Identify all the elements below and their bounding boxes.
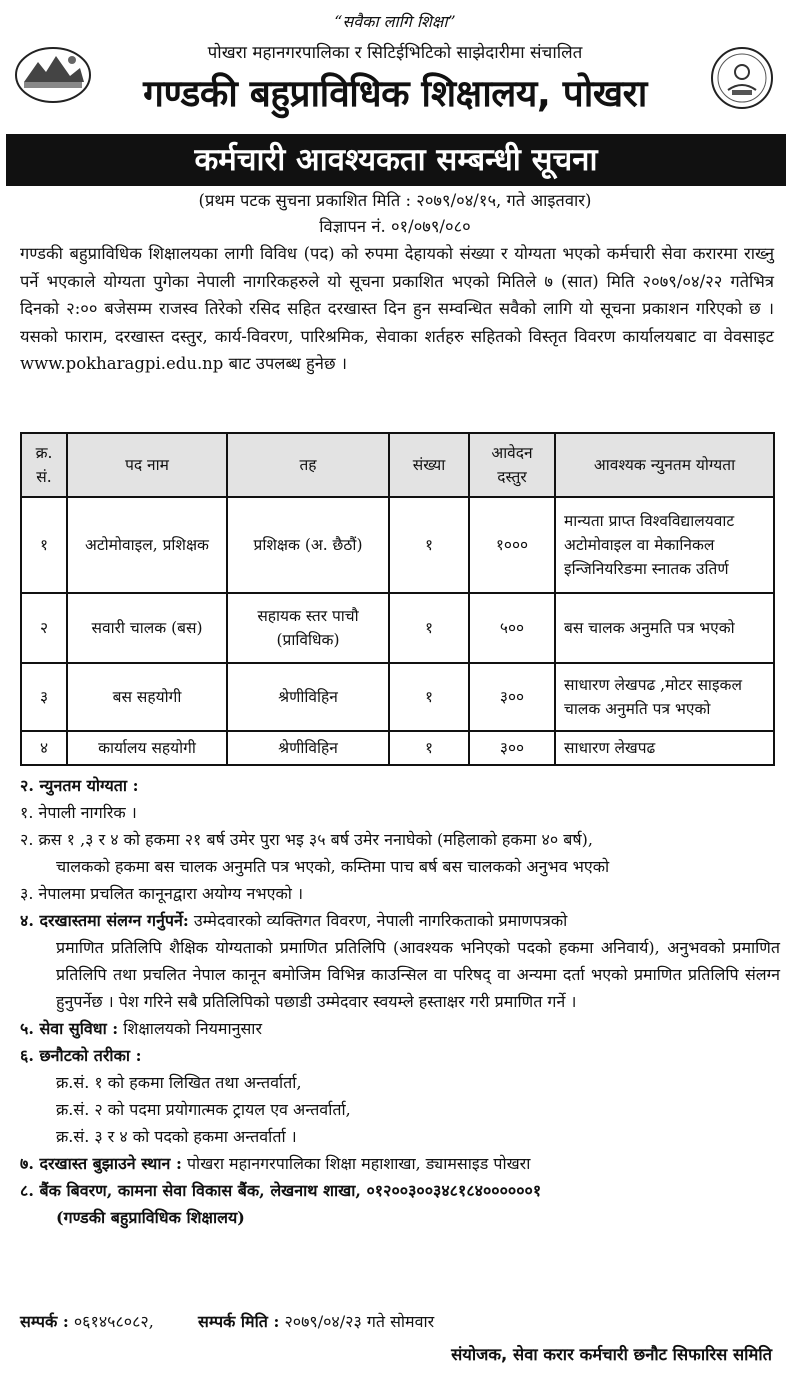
col-header-sn: क्र. सं.	[21, 433, 67, 497]
cell-post: बस सहयोगी	[67, 663, 227, 731]
section-documents	[20, 907, 780, 934]
cell-sn: २	[21, 593, 67, 663]
committee-signature: संयोजक, सेवा करार कर्मचारी छनौट सिफारिस समिति	[451, 1345, 772, 1364]
section-text: उम्मेदवारको व्यक्तिगत विवरण, नेपाली नागरिकताको प्रमाणपत्रको	[188, 911, 568, 930]
col-header-level: तह	[227, 433, 389, 497]
contact-date-label: सम्पर्क मिति :	[198, 1312, 280, 1331]
section-heading-submission-place: ७. दरखास्त बुझाउने स्थान :	[20, 1154, 182, 1173]
contact-date: २०७९/०४/२३ गते सोमवार	[279, 1312, 435, 1331]
cell-qualification: साधारण लेखपढ	[555, 731, 774, 765]
cell-qualification: मान्यता प्राप्त विश्वविद्यालयवाट अटोमोवाइल वा मेकानिकल इन्जिनियरिङमा स्नातक उतिर्ण	[555, 497, 774, 593]
cell-post: कार्यालय सहयोगी	[67, 731, 227, 765]
section-heading-facilities: ५. सेवा सुविधा :	[20, 1019, 119, 1038]
list-item: क्र.सं. २ को पदमा प्रयोगात्मक ट्रायल एव अन्तर्वार्ता,	[56, 1100, 351, 1119]
list-item: क्र.सं. १ को हकमा लिखित तथा अन्तर्वार्ता,	[56, 1073, 302, 1092]
list-item: क्र.सं. ३ र ४ को पदको हकमा अन्तर्वार्ता ।	[56, 1127, 297, 1146]
contact-line	[20, 1310, 434, 1332]
cell-post: अटोमोवाइल, प्रशिक्षक	[67, 497, 227, 593]
cell-sn: ३	[21, 663, 67, 731]
bank-details: ८. बैंक बिवरण, कामना सेवा विकास बैंक, लेखनाथ शाखा, ०१२००३००३४८१८४००००००१	[20, 1181, 542, 1200]
notice-page	[2, 2, 788, 1376]
section-heading-documents: ४. दरखास्तमा संलग्न गर्नुपर्ने:	[20, 911, 189, 930]
cell-level: प्रशिक्षक (अ. छैठौं)	[227, 497, 389, 593]
table-header-row	[21, 433, 774, 497]
table-row	[21, 497, 774, 593]
cell-level: श्रेणीविहिन	[227, 731, 389, 765]
institution-title: गण्डकी बहुप्राविधिक शिक्षालय, पोखरा	[143, 72, 647, 115]
cell-count: १	[389, 731, 469, 765]
section-heading-min-qualification: २. न्युनतम योग्यता :	[20, 776, 139, 795]
partnership-line: पोखरा महानगरपालिका र सिटिईभिटिको साझेदारीमा संचालित	[207, 43, 583, 63]
cell-sn: १	[21, 497, 67, 593]
publish-date: (प्रथम पटक सुचना प्रकाशित मिति : २०७९/०४/१५, गते आइतवार)	[198, 191, 592, 210]
cell-level: श्रेणीविहिन	[227, 663, 389, 731]
notice-banner: कर्मचारी आवश्यकता सम्बन्धी सूचना	[6, 134, 786, 186]
notice-sections	[20, 772, 780, 1231]
cell-qualification: साधारण लेखपढ ,मोटर साइकल चालक अनुमति पत्र भएको	[555, 663, 774, 731]
list-item: १. नेपाली नागरिक ।	[20, 803, 137, 822]
cell-fee: ३००	[469, 663, 555, 731]
cell-fee: १०००	[469, 497, 555, 593]
cell-count: १	[389, 663, 469, 731]
col-header-fee: आवेदन दस्तुर	[469, 433, 555, 497]
table-row	[21, 593, 774, 663]
section-heading-selection: ६. छनौटको तरीका :	[20, 1046, 142, 1065]
intro-paragraph: गण्डकी बहुप्राविधिक शिक्षालयका लागी विविध (पद) को रुपमा देहायको संख्या र योग्यता भएको कर्मचारी सेवा करारमा राख्नु पर्ने भएकाले योग्यता पुगेका नेपाली नागरिकहरुले यो सूचना प्रकाशित भएको मितिले ७ (सात) मिति २०७९/०४/२२ गतेभित्र दिनको २:०० बजेसम्म राजस्व तिरेको रसिद सहित दरखास्त दिन हुन सम्वन्धित सवैको लागि यो सूचना प्रकाशन गरिएको छ । यसको फाराम, दरखास्त दस्तुर, कार्य-विवरण, पारिश्रमिक, सेवाका शर्तहरु सहितको विस्तृत विवरण कार्यालयबाट वा वेवसाइट www.pokharagpi.edu.np बाट उपलब्ध हुनेछ ।	[20, 244, 774, 373]
slogan: “सवैका लागि शिक्षा”	[334, 12, 456, 31]
table-row	[21, 731, 774, 765]
cell-sn: ४	[21, 731, 67, 765]
notice-header	[2, 2, 788, 115]
section-facilities	[20, 1015, 780, 1042]
contact-number: ०६१४५८०८२,	[68, 1312, 154, 1331]
list-item-continuation: चालकको हकमा बस चालक अनुमति पत्र भएको, कम्तिमा पाच बर्ष बस चालकको अनुभव भएको	[56, 857, 610, 876]
section-text: पोखरा महानगरपालिका शिक्षा महाशाखा, ड्यामसाइड पोखरा	[181, 1154, 531, 1173]
bank-account-name: (गण्डकी बहुप्राविधिक शिक्षालय)	[56, 1208, 245, 1227]
section-text: शिक्षालयको नियमानुसार	[118, 1019, 262, 1038]
cell-fee: ५००	[469, 593, 555, 663]
cell-qualification: बस चालक अनुमति पत्र भएको	[555, 593, 774, 663]
list-item: २. क्रस १ ,३ र ४ को हकमा २१ बर्ष उमेर पुरा भइ ३५ बर्ष उमेर ननाघेको (महिलाको हकमा ४० बर्ष),	[20, 830, 593, 849]
section-documents-continuation: प्रमाणित प्रतिलिपि शैक्षिक योग्यताको प्रमाणित प्रतिलिपि (आवश्यक भनिएको पदको हकमा अनिवार्य), अनुभवको प्रमाणित प्रतिलिपि तथा प्रचलित नेपाल कानून बमोजिम विभिन्न काउन्सिल वा परिषद् वा अन्यमा दर्ता भएको प्रमाणित प्रतिलिपि संलग्न हुनुपर्नेछ । पेश गरिने सबै प्रतिलिपिको पछाडी उम्मेदवार स्वयम्ले हस्ताक्षर गरी प्रमाणित गर्ने ।	[56, 938, 780, 1011]
vacancy-table	[20, 432, 775, 766]
contact-label: सम्पर्क :	[20, 1312, 69, 1331]
cell-count: १	[389, 593, 469, 663]
cell-post: सवारी चालक (बस)	[67, 593, 227, 663]
section-submission-place	[20, 1150, 780, 1177]
cell-count: १	[389, 497, 469, 593]
cell-fee: ३००	[469, 731, 555, 765]
table-row	[21, 663, 774, 731]
ctevt-logo-icon	[710, 46, 774, 110]
col-header-count: संख्या	[389, 433, 469, 497]
advertisement-number: विज्ञापन नं. ०१/०७९/०८०	[319, 217, 471, 236]
cell-level: सहायक स्तर पाचौ (प्राविधिक)	[227, 593, 389, 663]
col-header-post: पद नाम	[67, 433, 227, 497]
list-item: ३. नेपालमा प्रचलित कानूनद्वारा अयोग्य नभएको ।	[20, 884, 304, 903]
col-header-qualification: आवश्यक न्युनतम योग्यता	[555, 433, 774, 497]
